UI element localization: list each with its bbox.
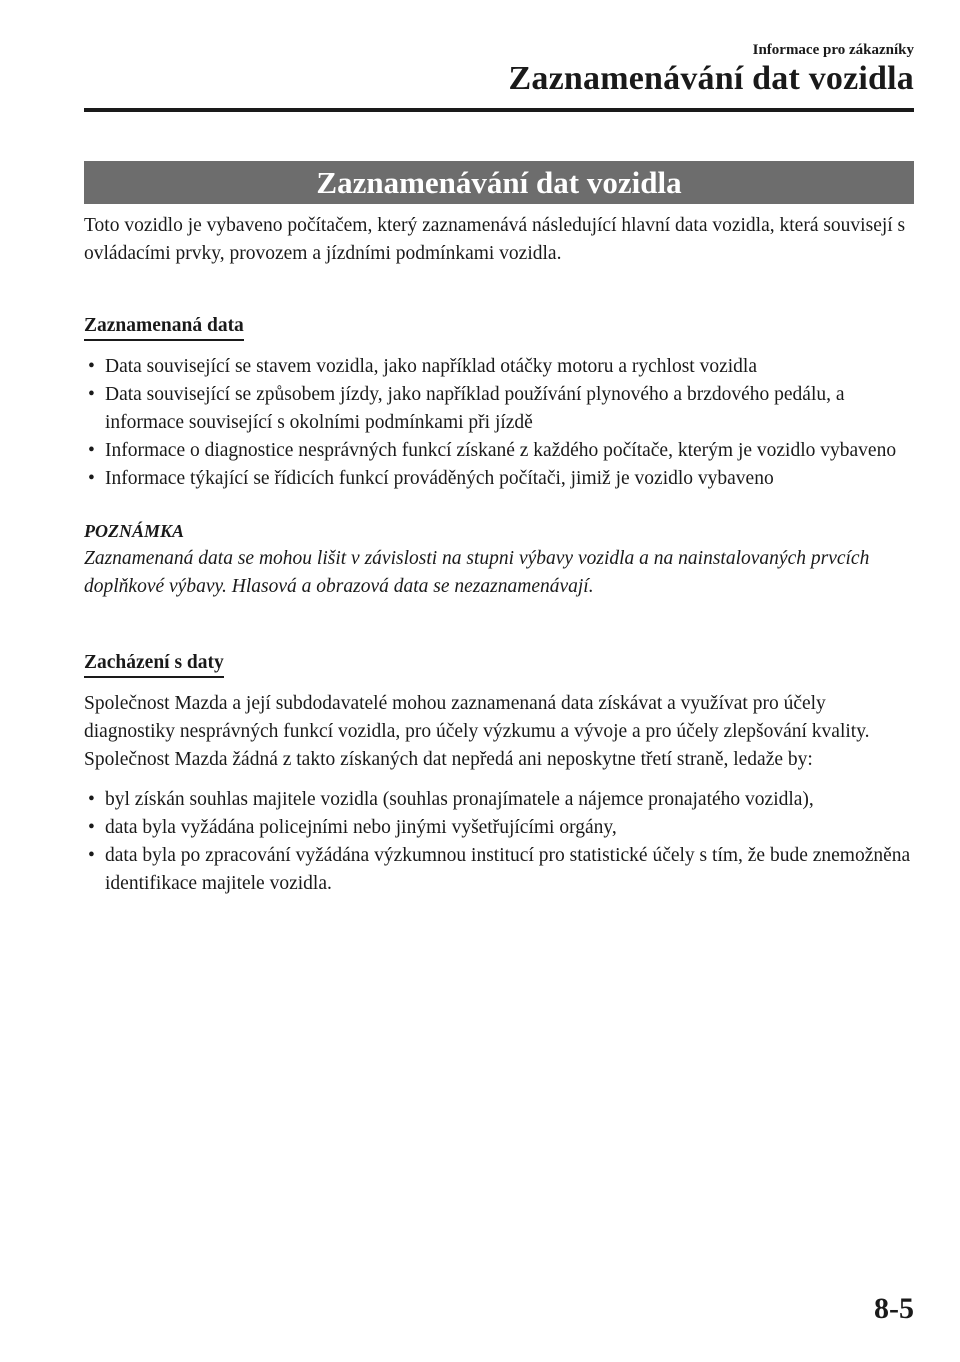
bullet-icon: • bbox=[88, 440, 95, 461]
list-item bbox=[84, 786, 914, 814]
note-text: Zaznamenaná data se mohou lišit v závislosti na stupni výbavy vozidla a na nainstalovaných prvcích doplňkové výbavy. Hlasová a obrazová data se nezaznamenávají. bbox=[84, 548, 870, 597]
list-item-text: byl získán souhlas majitele vozidla (souhlas pronajímatele a nájemce pronajatého vozidla), bbox=[105, 789, 814, 810]
bullet-icon: • bbox=[88, 789, 95, 810]
bullet-icon: • bbox=[88, 817, 95, 838]
list-item-text: Data související se způsobem jízdy, jako například používání plynového a brzdového pedálu, a informace související s okolními podmínkami při jízdě bbox=[105, 384, 845, 433]
bullet-icon: • bbox=[88, 468, 95, 489]
data-handling-section bbox=[84, 649, 914, 678]
list-item-text: data byla po zpracování vyžádána výzkumnou institucí pro statistické účely s tím, že bude znemožněna identifikace majitele vozidla. bbox=[105, 845, 911, 894]
header-divider bbox=[84, 108, 914, 112]
note-label: POZNÁMKA bbox=[84, 521, 185, 541]
handling-paragraph-2: Společnost Mazda žádná z takto získaných dat nepředá ani neposkytne třetí straně, ledaže by: bbox=[84, 749, 813, 770]
recorded-data-heading: Zaznamenaná data bbox=[84, 313, 244, 341]
page-title: Zaznamenávání dat vozidla bbox=[508, 60, 914, 97]
intro-paragraph: Toto vozidlo je vybaveno počítačem, který zaznamenává následující hlavní data vozidla, která souvisejí s ovládacími prvky, provozem a jízdními podmínkami vozidla. bbox=[84, 215, 906, 264]
list-item-text: Informace týkající se řídicích funkcí prováděných počítači, jimiž je vozidlo vybaveno bbox=[105, 468, 774, 489]
list-item bbox=[84, 353, 914, 381]
content bbox=[84, 212, 914, 898]
page-number: 8-5 bbox=[874, 1292, 914, 1325]
bullet-icon: • bbox=[88, 356, 95, 377]
recorded-data-section bbox=[84, 312, 914, 341]
section-banner bbox=[84, 161, 914, 204]
list-item-text: Informace o diagnostice nesprávných funkcí získané z každého počítače, kterým je vozidlo vybaveno bbox=[105, 440, 897, 461]
data-handling-heading: Zacházení s daty bbox=[84, 650, 224, 678]
handling-conditions-list bbox=[84, 786, 914, 898]
bullet-icon: • bbox=[88, 384, 95, 405]
section-banner-title: Zaznamenávání dat vozidla bbox=[316, 164, 682, 200]
list-item bbox=[84, 465, 914, 493]
chapter-title: Informace pro zákazníky bbox=[752, 42, 914, 58]
bullet-icon: • bbox=[88, 845, 95, 866]
list-item-text: data byla vyžádána policejními nebo jinými vyšetřujícími orgány, bbox=[105, 817, 617, 838]
recorded-data-list bbox=[84, 353, 914, 493]
list-item-text: Data související se stavem vozidla, jako například otáčky motoru a rychlost vozidla bbox=[105, 356, 757, 377]
list-item bbox=[84, 381, 914, 437]
list-item bbox=[84, 437, 914, 465]
list-item bbox=[84, 842, 914, 898]
list-item bbox=[84, 814, 914, 842]
handling-paragraph-1: Společnost Mazda a její subdodavatelé mohou zaznamenaná data získávat a využívat pro účely diagnostiky nesprávných funkcí vozidla, pro účely výzkumu a vývoje a pro účely zlepšování kvality. bbox=[84, 693, 870, 742]
